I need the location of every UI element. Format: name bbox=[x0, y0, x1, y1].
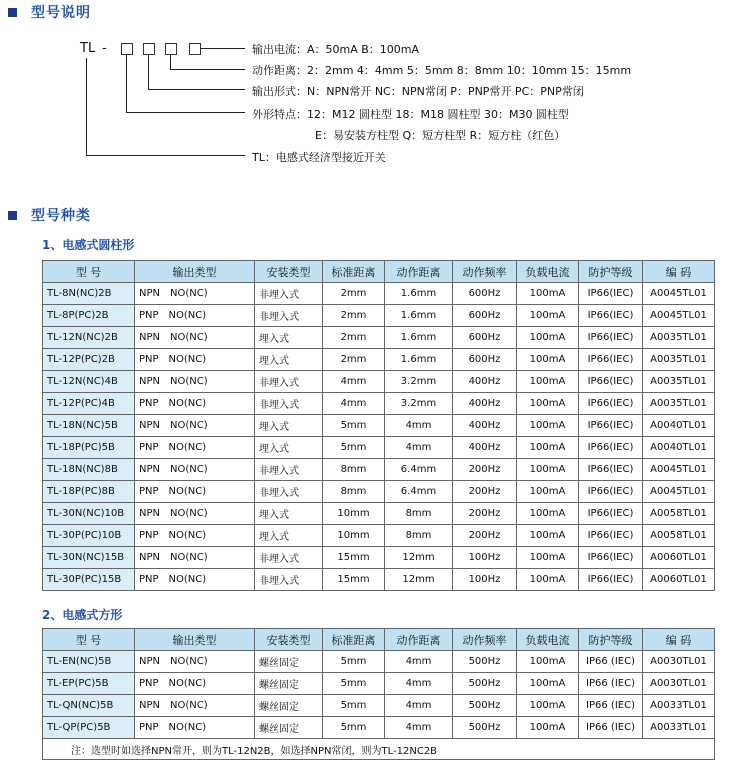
cell-std-distance: 15mm bbox=[323, 547, 385, 569]
column-header: 输出类型 bbox=[135, 261, 255, 283]
cell-action-distance: 6.4mm bbox=[385, 459, 453, 481]
cell-model: TL-12N(NC)4B bbox=[43, 371, 135, 393]
cell-load-current: 100mA bbox=[517, 481, 579, 503]
cell-output-type bbox=[135, 393, 255, 415]
connector-line bbox=[170, 55, 171, 70]
cell-code: A0060TL01 bbox=[643, 569, 715, 591]
cell-action-distance: 4mm bbox=[385, 717, 453, 739]
cell-protection: IP66(IEC) bbox=[579, 305, 643, 327]
cell-action-distance: 4mm bbox=[385, 695, 453, 717]
cell-output-type bbox=[135, 651, 255, 673]
cell-protection: IP66(IEC) bbox=[579, 283, 643, 305]
legend-action-distance: 动作距离：2：2mm 4：4mm 5：5mm 8：8mm 10：10mm 15：15mm bbox=[252, 64, 632, 77]
cell-code: A0040TL01 bbox=[643, 415, 715, 437]
header-row bbox=[43, 261, 715, 283]
output-polarity: NPN bbox=[139, 656, 160, 667]
cell-std-distance: 8mm bbox=[323, 459, 385, 481]
output-polarity: PNP bbox=[139, 530, 159, 541]
output-polarity: PNP bbox=[139, 574, 159, 585]
cell-load-current: 100mA bbox=[517, 547, 579, 569]
cell-frequency: 400Hz bbox=[453, 393, 517, 415]
cell-action-distance: 3.2mm bbox=[385, 371, 453, 393]
cell-protection: IP66(IEC) bbox=[579, 393, 643, 415]
cell-std-distance: 5mm bbox=[323, 415, 385, 437]
cell-std-distance: 5mm bbox=[323, 651, 385, 673]
cell-install-type: 埋入式 bbox=[255, 437, 323, 459]
cell-code: A0045TL01 bbox=[643, 305, 715, 327]
cell-protection: IP66(IEC) bbox=[579, 349, 643, 371]
cell-load-current: 100mA bbox=[517, 673, 579, 695]
cell-output-type bbox=[135, 437, 255, 459]
column-header: 动作频率 bbox=[453, 261, 517, 283]
cell-load-current: 100mA bbox=[517, 525, 579, 547]
cell-load-current: 100mA bbox=[517, 717, 579, 739]
cell-std-distance: 10mm bbox=[323, 525, 385, 547]
output-contact: NO(NC) bbox=[168, 530, 207, 541]
cell-std-distance: 5mm bbox=[323, 437, 385, 459]
cell-frequency: 500Hz bbox=[453, 717, 517, 739]
output-contact: NO(NC) bbox=[170, 420, 208, 431]
output-polarity: NPN bbox=[139, 552, 160, 563]
cell-protection: IP66(IEC) bbox=[579, 327, 643, 349]
column-header: 防护等级 bbox=[579, 261, 643, 283]
cell-protection: IP66 (IEC) bbox=[579, 673, 643, 695]
cell-frequency: 200Hz bbox=[453, 503, 517, 525]
cell-action-distance: 6.4mm bbox=[385, 481, 453, 503]
cell-install-type: 非埋入式 bbox=[255, 393, 323, 415]
output-polarity: NPN bbox=[139, 376, 160, 387]
output-contact: NO(NC) bbox=[168, 574, 207, 585]
connector-line bbox=[126, 112, 245, 113]
output-contact: NO(NC) bbox=[170, 552, 208, 563]
cell-frequency: 200Hz bbox=[453, 459, 517, 481]
cell-install-type: 埋入式 bbox=[255, 415, 323, 437]
cell-model: TL-18P(PC)8B bbox=[43, 481, 135, 503]
cell-action-distance: 12mm bbox=[385, 569, 453, 591]
output-contact: NO(NC) bbox=[168, 486, 207, 497]
cell-output-type bbox=[135, 327, 255, 349]
table-row bbox=[43, 371, 715, 393]
cell-std-distance: 10mm bbox=[323, 503, 385, 525]
table-row bbox=[43, 327, 715, 349]
cell-output-type bbox=[135, 525, 255, 547]
cell-frequency: 600Hz bbox=[453, 349, 517, 371]
table-row bbox=[43, 459, 715, 481]
cell-code: A0060TL01 bbox=[643, 547, 715, 569]
column-header: 动作频率 bbox=[453, 629, 517, 651]
cell-output-type bbox=[135, 415, 255, 437]
cell-std-distance: 5mm bbox=[323, 717, 385, 739]
cell-protection: IP66(IEC) bbox=[579, 547, 643, 569]
square-bullet-icon bbox=[8, 211, 17, 220]
cell-protection: IP66(IEC) bbox=[579, 525, 643, 547]
code-box-shape bbox=[121, 43, 133, 55]
connector-line bbox=[148, 55, 149, 90]
cell-model: TL-QN(NC)5B bbox=[43, 695, 135, 717]
cell-load-current: 100mA bbox=[517, 569, 579, 591]
cell-model: TL-18P(PC)5B bbox=[43, 437, 135, 459]
output-contact: NO(NC) bbox=[168, 354, 207, 365]
output-polarity: NPN bbox=[139, 464, 160, 475]
cell-model: TL-30P(PC)10B bbox=[43, 525, 135, 547]
cell-output-type bbox=[135, 349, 255, 371]
output-polarity: PNP bbox=[139, 310, 159, 321]
cell-install-type: 非埋入式 bbox=[255, 371, 323, 393]
cell-protection: IP66 (IEC) bbox=[579, 695, 643, 717]
cell-install-type: 非埋入式 bbox=[255, 305, 323, 327]
cell-code: A0045TL01 bbox=[643, 481, 715, 503]
cell-frequency: 400Hz bbox=[453, 415, 517, 437]
table-row bbox=[43, 393, 715, 415]
cell-action-distance: 4mm bbox=[385, 415, 453, 437]
cell-std-distance: 2mm bbox=[323, 327, 385, 349]
cell-install-type: 埋入式 bbox=[255, 503, 323, 525]
table-row bbox=[43, 525, 715, 547]
cell-action-distance: 4mm bbox=[385, 673, 453, 695]
output-polarity: PNP bbox=[139, 354, 159, 365]
cell-model: TL-30P(PC)15B bbox=[43, 569, 135, 591]
table-row bbox=[43, 547, 715, 569]
code-box-output bbox=[143, 43, 155, 55]
cell-model: TL-30N(NC)15B bbox=[43, 547, 135, 569]
cell-code: A0033TL01 bbox=[643, 695, 715, 717]
subtitle-square: 2、电感式方形 bbox=[42, 608, 123, 622]
output-contact: NO(NC) bbox=[168, 722, 207, 733]
cell-code: A0035TL01 bbox=[643, 371, 715, 393]
cell-install-type: 埋入式 bbox=[255, 327, 323, 349]
cell-frequency: 400Hz bbox=[453, 437, 517, 459]
cell-frequency: 500Hz bbox=[453, 651, 517, 673]
cell-model: TL-12P(PC)4B bbox=[43, 393, 135, 415]
output-polarity: NPN bbox=[139, 508, 160, 519]
cell-protection: IP66(IEC) bbox=[579, 371, 643, 393]
output-contact: NO(NC) bbox=[168, 398, 207, 409]
column-header: 防护等级 bbox=[579, 629, 643, 651]
cell-load-current: 100mA bbox=[517, 651, 579, 673]
column-header: 负载电流 bbox=[517, 629, 579, 651]
cell-model: TL-8P(PC)2B bbox=[43, 305, 135, 327]
cell-frequency: 200Hz bbox=[453, 481, 517, 503]
cell-code: A0058TL01 bbox=[643, 525, 715, 547]
table-row bbox=[43, 651, 715, 673]
connector-line bbox=[86, 58, 87, 156]
cell-load-current: 100mA bbox=[517, 305, 579, 327]
table-row bbox=[43, 717, 715, 739]
output-contact: NO(NC) bbox=[170, 508, 208, 519]
cell-install-type: 非埋入式 bbox=[255, 459, 323, 481]
section-title-model-description: 型号说明 bbox=[8, 2, 91, 22]
code-box-distance bbox=[165, 43, 177, 55]
connector-line bbox=[201, 48, 245, 49]
table-row bbox=[43, 673, 715, 695]
cylindrical-spec-table bbox=[42, 260, 715, 591]
connector-line bbox=[170, 69, 245, 70]
output-polarity: PNP bbox=[139, 398, 159, 409]
table-row bbox=[43, 695, 715, 717]
model-dash: - bbox=[102, 41, 107, 56]
table-row bbox=[43, 283, 715, 305]
column-header: 标准距离 bbox=[323, 629, 385, 651]
cell-protection: IP66(IEC) bbox=[579, 415, 643, 437]
cell-std-distance: 4mm bbox=[323, 393, 385, 415]
column-header: 编 码 bbox=[643, 261, 715, 283]
selection-note: 注：选型时如选择NPN常开，则为TL-12N2B，如选择NPN常闭，则为TL-12NC2B bbox=[43, 739, 715, 760]
cell-protection: IP66(IEC) bbox=[579, 481, 643, 503]
cell-protection: IP66(IEC) bbox=[579, 569, 643, 591]
cell-code: A0040TL01 bbox=[643, 437, 715, 459]
cell-frequency: 600Hz bbox=[453, 283, 517, 305]
output-polarity: NPN bbox=[139, 332, 160, 343]
cell-install-type: 埋入式 bbox=[255, 349, 323, 371]
cell-code: A0035TL01 bbox=[643, 393, 715, 415]
section-title-model-types: 型号种类 bbox=[8, 205, 91, 225]
legend-output-form: 输出形式：N：NPN常开 NC：NPN常闭 P：PNP常开 PC：PNP常闭 bbox=[252, 85, 584, 98]
table-row bbox=[43, 569, 715, 591]
cell-frequency: 600Hz bbox=[453, 327, 517, 349]
cell-model: TL-18N(NC)8B bbox=[43, 459, 135, 481]
output-contact: NO(NC) bbox=[170, 288, 208, 299]
cell-output-type bbox=[135, 569, 255, 591]
cell-install-type: 埋入式 bbox=[255, 525, 323, 547]
cell-code: A0030TL01 bbox=[643, 673, 715, 695]
cell-code: A0045TL01 bbox=[643, 283, 715, 305]
table-row bbox=[43, 305, 715, 327]
output-contact: NO(NC) bbox=[168, 442, 207, 453]
cell-action-distance: 4mm bbox=[385, 437, 453, 459]
output-polarity: NPN bbox=[139, 288, 160, 299]
cell-action-distance: 8mm bbox=[385, 525, 453, 547]
cell-model: TL-12P(PC)2B bbox=[43, 349, 135, 371]
output-polarity: PNP bbox=[139, 678, 159, 689]
table-row bbox=[43, 415, 715, 437]
cell-install-type: 螺丝固定 bbox=[255, 673, 323, 695]
cell-protection: IP66(IEC) bbox=[579, 459, 643, 481]
cell-frequency: 200Hz bbox=[453, 525, 517, 547]
cell-install-type: 非埋入式 bbox=[255, 283, 323, 305]
cell-output-type bbox=[135, 481, 255, 503]
cell-load-current: 100mA bbox=[517, 349, 579, 371]
cell-std-distance: 2mm bbox=[323, 349, 385, 371]
cell-output-type bbox=[135, 695, 255, 717]
cell-code: A0030TL01 bbox=[643, 651, 715, 673]
cell-code: A0045TL01 bbox=[643, 459, 715, 481]
output-contact: NO(NC) bbox=[168, 310, 207, 321]
cell-std-distance: 2mm bbox=[323, 305, 385, 327]
header-row bbox=[43, 629, 715, 651]
code-box-current bbox=[189, 43, 201, 55]
cell-install-type: 非埋入式 bbox=[255, 481, 323, 503]
column-header: 动作距离 bbox=[385, 629, 453, 651]
cell-output-type bbox=[135, 283, 255, 305]
cell-model: TL-EN(NC)5B bbox=[43, 651, 135, 673]
cell-install-type: 非埋入式 bbox=[255, 569, 323, 591]
connector-line bbox=[148, 89, 245, 90]
cell-frequency: 500Hz bbox=[453, 673, 517, 695]
cell-code: A0035TL01 bbox=[643, 327, 715, 349]
table-row bbox=[43, 349, 715, 371]
cell-protection: IP66(IEC) bbox=[579, 503, 643, 525]
cell-std-distance: 4mm bbox=[323, 371, 385, 393]
table-row bbox=[43, 481, 715, 503]
output-contact: NO(NC) bbox=[170, 376, 208, 387]
output-contact: NO(NC) bbox=[170, 700, 208, 711]
cell-output-type bbox=[135, 717, 255, 739]
connector-line bbox=[86, 155, 245, 156]
output-polarity: PNP bbox=[139, 722, 159, 733]
cell-load-current: 100mA bbox=[517, 415, 579, 437]
output-polarity: NPN bbox=[139, 700, 160, 711]
legend-shape-square: E：易安装方柱型 Q：短方柱型 R：短方柱（红色） bbox=[315, 129, 566, 142]
cell-action-distance: 1.6mm bbox=[385, 305, 453, 327]
cell-std-distance: 8mm bbox=[323, 481, 385, 503]
cell-protection: IP66(IEC) bbox=[579, 437, 643, 459]
cell-action-distance: 12mm bbox=[385, 547, 453, 569]
cell-model: TL-12N(NC)2B bbox=[43, 327, 135, 349]
note-row bbox=[43, 739, 715, 760]
table-row bbox=[43, 503, 715, 525]
cell-frequency: 600Hz bbox=[453, 305, 517, 327]
cell-action-distance: 1.6mm bbox=[385, 283, 453, 305]
legend-shape: 外形特点：12：M12 圆柱型 18：M18 圆柱型 30：M30 圆柱型 bbox=[252, 108, 569, 121]
model-prefix: TL bbox=[80, 41, 96, 56]
cell-protection: IP66 (IEC) bbox=[579, 651, 643, 673]
output-contact: NO(NC) bbox=[170, 464, 208, 475]
cell-action-distance: 8mm bbox=[385, 503, 453, 525]
cell-install-type: 螺丝固定 bbox=[255, 651, 323, 673]
cell-model: TL-QP(PC)5B bbox=[43, 717, 135, 739]
cell-load-current: 100mA bbox=[517, 503, 579, 525]
column-header: 标准距离 bbox=[323, 261, 385, 283]
model-code-diagram bbox=[0, 0, 750, 180]
cell-output-type bbox=[135, 547, 255, 569]
cell-std-distance: 15mm bbox=[323, 569, 385, 591]
cell-load-current: 100mA bbox=[517, 393, 579, 415]
cell-protection: IP66 (IEC) bbox=[579, 717, 643, 739]
cell-install-type: 非埋入式 bbox=[255, 547, 323, 569]
column-header: 编 码 bbox=[643, 629, 715, 651]
output-polarity: PNP bbox=[139, 442, 159, 453]
output-polarity: PNP bbox=[139, 486, 159, 497]
cell-load-current: 100mA bbox=[517, 283, 579, 305]
cell-output-type bbox=[135, 459, 255, 481]
legend-series: TL：电感式经济型接近开关 bbox=[252, 151, 386, 164]
output-contact: NO(NC) bbox=[170, 332, 208, 343]
cell-output-type bbox=[135, 305, 255, 327]
table-row bbox=[43, 437, 715, 459]
cell-load-current: 100mA bbox=[517, 459, 579, 481]
output-contact: NO(NC) bbox=[168, 678, 207, 689]
cell-action-distance: 3.2mm bbox=[385, 393, 453, 415]
cell-install-type: 螺丝固定 bbox=[255, 695, 323, 717]
subtitle-cylindrical: 1、电感式圆柱形 bbox=[42, 238, 135, 252]
cell-model: TL-EP(PC)5B bbox=[43, 673, 135, 695]
cell-load-current: 100mA bbox=[517, 371, 579, 393]
cell-model: TL-18N(NC)5B bbox=[43, 415, 135, 437]
column-header: 动作距离 bbox=[385, 261, 453, 283]
column-header: 型 号 bbox=[43, 629, 135, 651]
cell-install-type: 螺丝固定 bbox=[255, 717, 323, 739]
cell-frequency: 500Hz bbox=[453, 695, 517, 717]
cell-action-distance: 4mm bbox=[385, 651, 453, 673]
cell-load-current: 100mA bbox=[517, 327, 579, 349]
cell-code: A0035TL01 bbox=[643, 349, 715, 371]
output-contact: NO(NC) bbox=[170, 656, 208, 667]
cell-std-distance: 5mm bbox=[323, 673, 385, 695]
column-header: 型 号 bbox=[43, 261, 135, 283]
legend-output-current: 输出电流：A：50mA B：100mA bbox=[252, 43, 420, 56]
column-header: 安装类型 bbox=[255, 261, 323, 283]
cell-code: A0033TL01 bbox=[643, 717, 715, 739]
cell-code: A0058TL01 bbox=[643, 503, 715, 525]
cell-frequency: 100Hz bbox=[453, 547, 517, 569]
cell-output-type bbox=[135, 371, 255, 393]
cell-action-distance: 1.6mm bbox=[385, 349, 453, 371]
cell-std-distance: 5mm bbox=[323, 695, 385, 717]
square-spec-table bbox=[42, 628, 715, 760]
cell-frequency: 100Hz bbox=[453, 569, 517, 591]
output-polarity: NPN bbox=[139, 420, 160, 431]
cell-frequency: 400Hz bbox=[453, 371, 517, 393]
cell-std-distance: 2mm bbox=[323, 283, 385, 305]
column-header: 安装类型 bbox=[255, 629, 323, 651]
connector-line bbox=[126, 55, 127, 113]
cell-model: TL-30N(NC)10B bbox=[43, 503, 135, 525]
cell-load-current: 100mA bbox=[517, 437, 579, 459]
cell-output-type bbox=[135, 673, 255, 695]
cell-model: TL-8N(NC)2B bbox=[43, 283, 135, 305]
cell-load-current: 100mA bbox=[517, 695, 579, 717]
cell-action-distance: 1.6mm bbox=[385, 327, 453, 349]
column-header: 负载电流 bbox=[517, 261, 579, 283]
cell-output-type bbox=[135, 503, 255, 525]
column-header: 输出类型 bbox=[135, 629, 255, 651]
